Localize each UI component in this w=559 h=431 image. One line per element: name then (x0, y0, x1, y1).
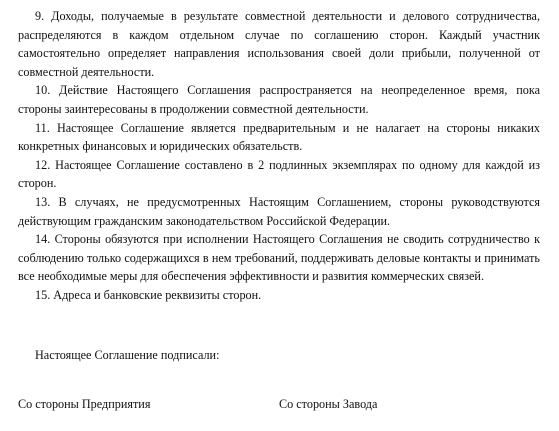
clause-9: 9. Доходы, получаемые в результате совместной деятельности и делового сотрудничества, распределяются в каждом отдельном случае по соглашению сторон. Каждый участник самостоятельно определяет направления использования своей доли прибыли, полученной от совместной деятельности. (18, 9, 540, 79)
clause-10: 10. Действие Настоящего Соглашения распространяется на неопределенное время, пока стороны заинтересованы в продолжении совместной деятельности. (18, 83, 540, 116)
clause-15: 15. Адреса и банковские реквизиты сторон. (35, 287, 262, 302)
party-enterprise-signature: Со стороны Предприятия (18, 397, 151, 411)
signed-by-line: Настоящее Соглашение подписали: (35, 348, 220, 362)
clause-14: 14. Стороны обязуются при исполнении Настоящего Соглашения не сводить сотрудничество к соблюдению только содержащихся в нем требований, поддерживать деловые контакты и принимать все необходимые меры для обеспечения эффективности и развития коммерческих связей. (18, 232, 540, 284)
clause-12: 12. Настоящее Соглашение составлено в 2 подлинных экземплярах по одному для каждой из сторон. (18, 157, 540, 191)
clause-11: 11. Настоящее Соглашение является предварительным и не налагает на стороны никаких конкретных финансовых и юридических обязательств. (18, 120, 540, 154)
clause-13: 13. В случаях, не предусмотренных Настоящим Соглашением, стороны руководствуются действующим гражданским законодательством Российской Федерации. (18, 194, 540, 228)
agreement-text (18, 7, 540, 305)
party-plant-signature: Со стороны Завода (279, 397, 378, 411)
